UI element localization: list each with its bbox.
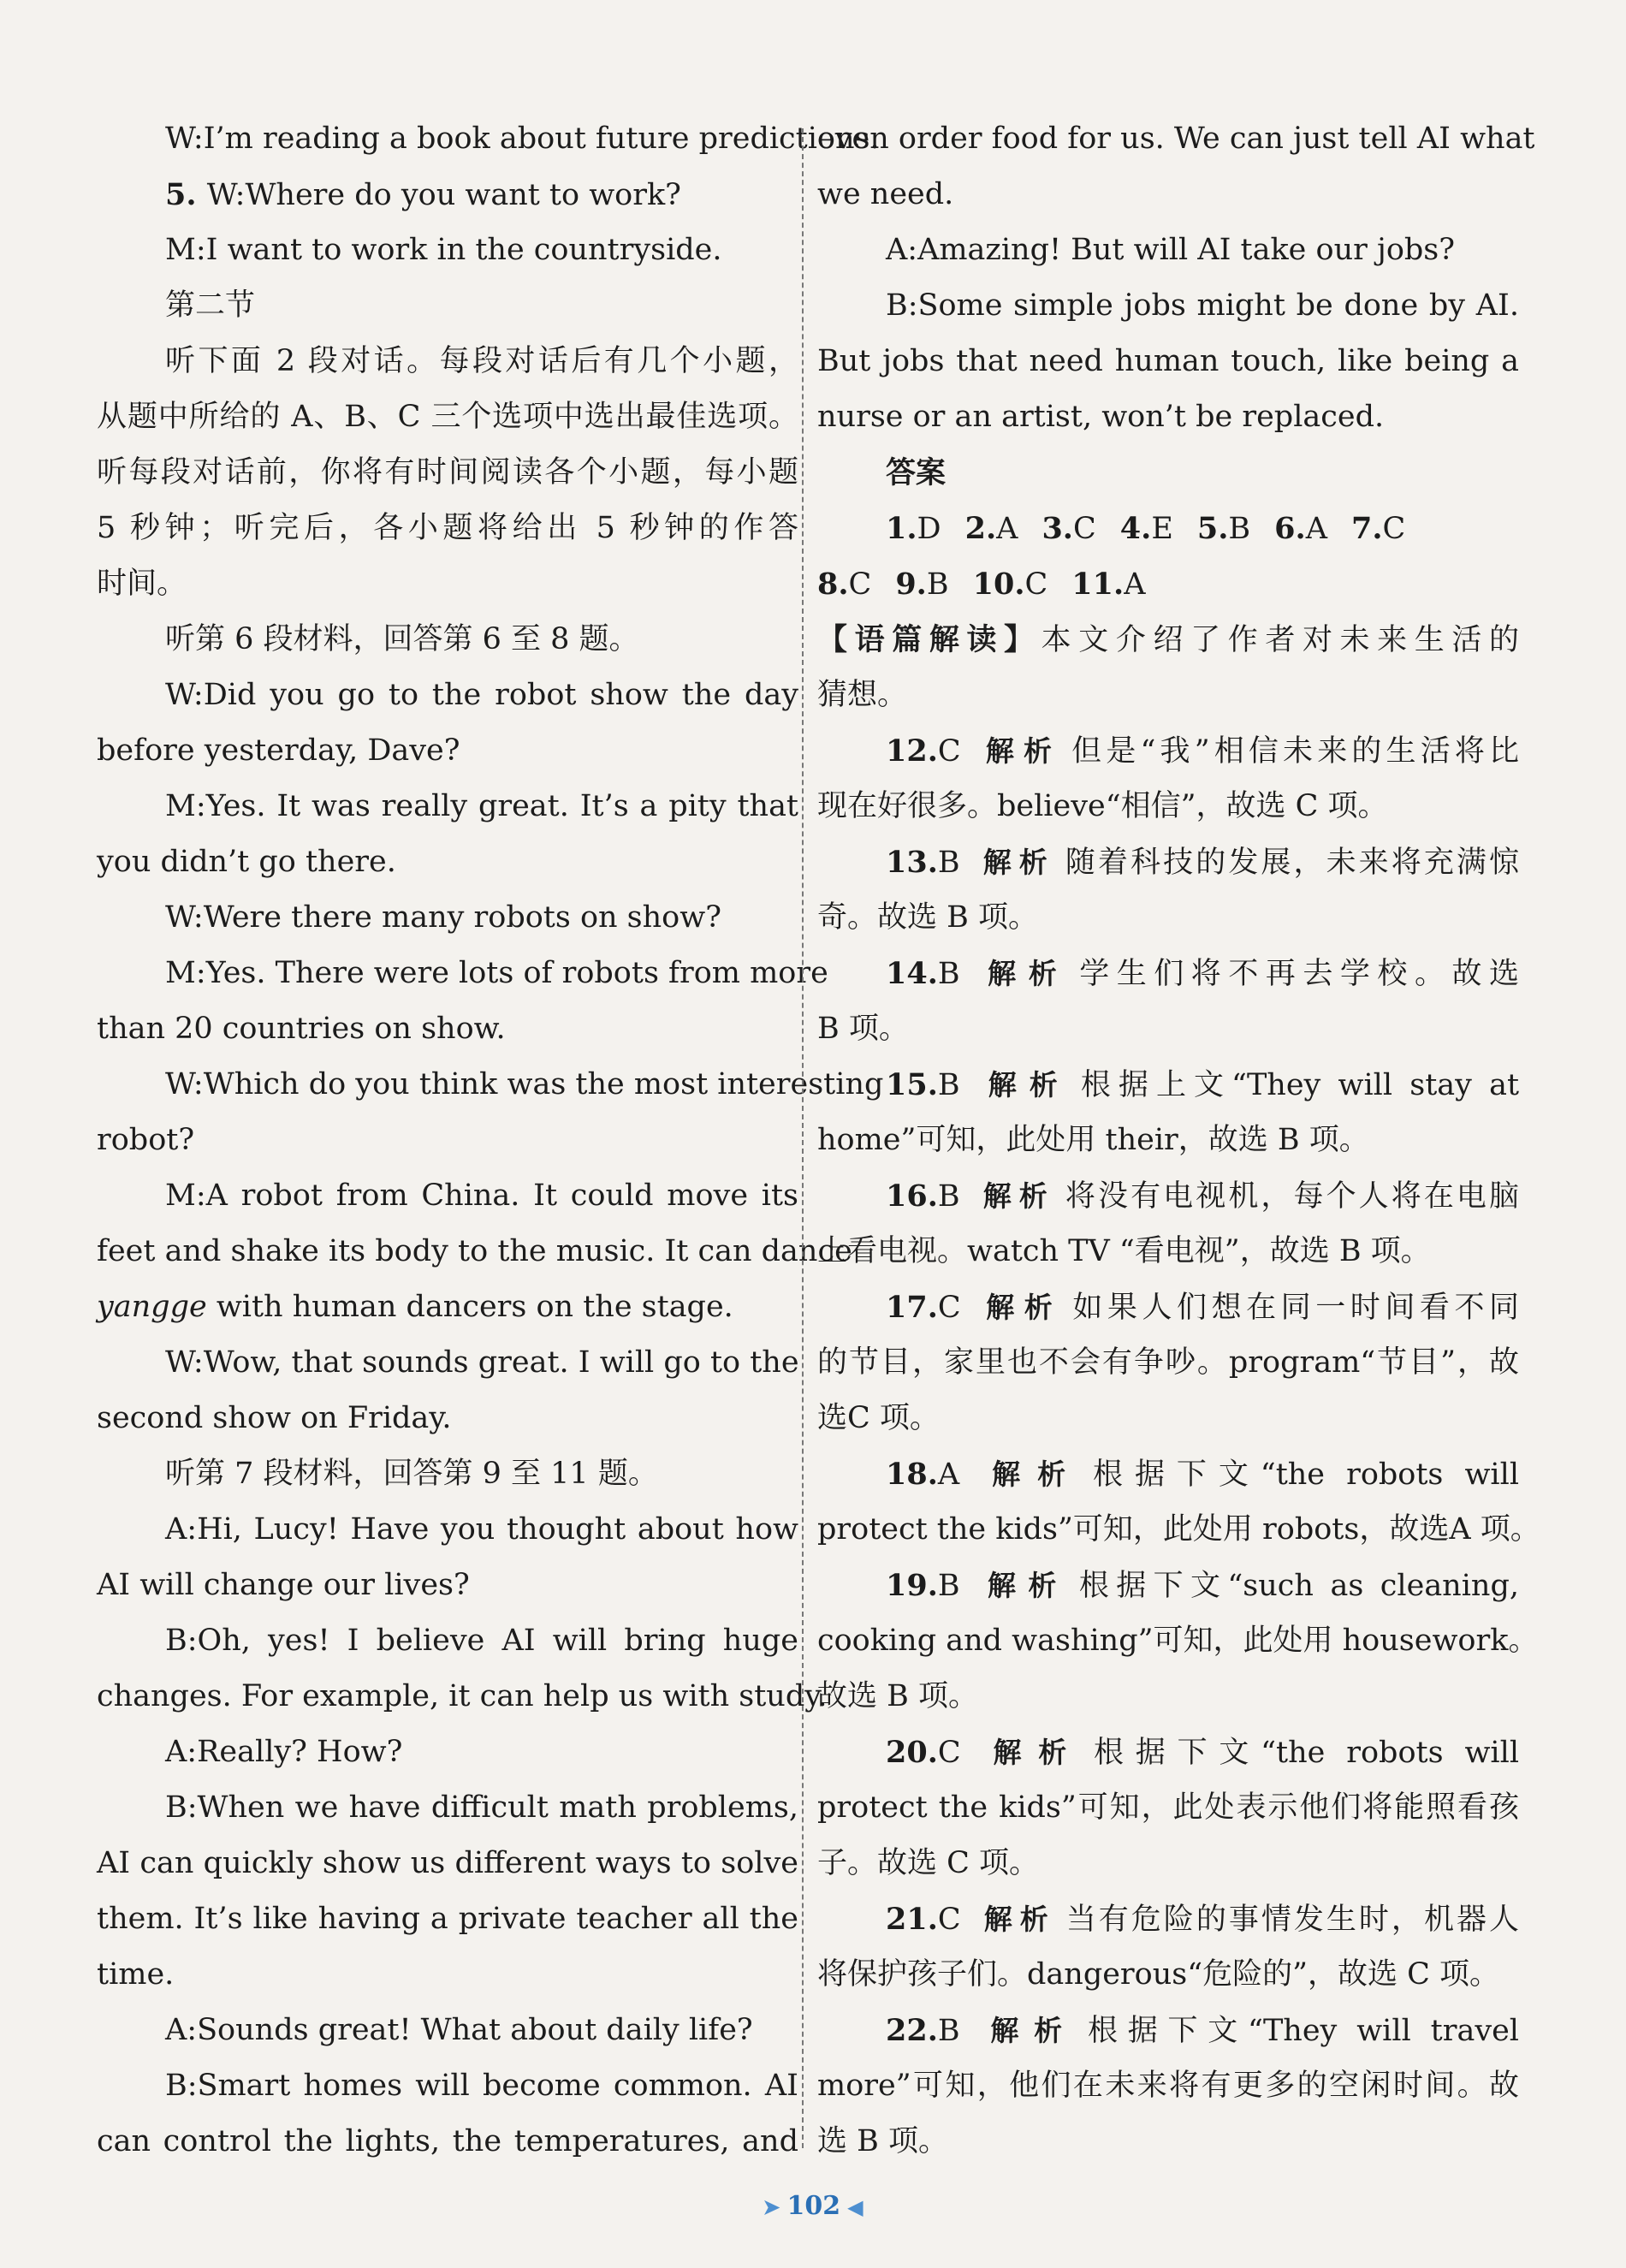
answer-item [1351, 512, 1405, 546]
text-line: before yesterday, Dave? [97, 733, 460, 768]
explanation-answer: A [937, 1458, 960, 1492]
explanation-text: 根据下文“They will travel [1087, 2014, 1520, 2048]
text-line: A:Hi, Lucy! Have you thought about how [165, 1512, 798, 1547]
explanation-first-line [817, 946, 1519, 1001]
explanation-tag: 解析 [981, 1291, 1063, 1324]
answer-number: 7. [1350, 511, 1383, 546]
explanation-number: 21. [886, 1902, 938, 1937]
text-line: 听第 6 段材料，回答第 6 至 8 题。 [165, 622, 639, 656]
explanation-continued-line: 奇。故选 B 项。 [817, 900, 1038, 935]
answer-number: 4. [1119, 511, 1152, 546]
passage-interpretation [817, 612, 1519, 668]
explanation-tag: 解析 [981, 1736, 1084, 1769]
explanation-answer: C [937, 734, 961, 769]
explanation-answer: B [937, 957, 960, 991]
text-line: M:Yes. There were lots of robots from more [165, 956, 828, 990]
explanation-continued-line: 子。故选 C 项。 [817, 1846, 1040, 1880]
text-line: feet and shake its body to the music. It can dance [97, 1234, 852, 1268]
answer-number: 8. [817, 567, 849, 602]
answer-value: C [848, 567, 872, 602]
text-line: AI can quickly show us different ways to solve [97, 1846, 798, 1880]
explanation-tag: 解析 [980, 2014, 1077, 2047]
explanation-answer: C [937, 1736, 961, 1770]
text-line: robot? [97, 1123, 195, 1157]
explanation-tag: 解析 [981, 1903, 1056, 1936]
page-number [0, 2191, 1626, 2221]
explanation-text: 根据下文“the robots will [1093, 1458, 1520, 1492]
explanation-first-line [817, 1279, 1519, 1335]
explanation-tag: 解析 [980, 1569, 1069, 1602]
explanation-continued-line: B 项。 [817, 1012, 909, 1046]
explanation-first-line [817, 1446, 1519, 1502]
answer-item [1197, 512, 1250, 546]
explanation-first-line [817, 1725, 1519, 1780]
text-line: 第二节 [165, 288, 256, 323]
text-line: B:Some simple jobs might be done by AI. [886, 288, 1519, 323]
answers-heading: 答案 [886, 455, 947, 490]
text-line: than 20 countries on show. [97, 1012, 506, 1046]
explanation-continued-line: protect the kids”可知，此处表示他们将能照看孩 [817, 1790, 1519, 1825]
text-line: 从题中所给的 A、B、C 三个选项中选出最佳选项。 [97, 400, 798, 434]
text-line: 5 秒钟；听完后，各小题将给出 5 秒钟的作答 [97, 511, 798, 545]
explanation-continued-line: protect the kids”可知，此处用 robots，故选A 项。 [817, 1512, 1540, 1547]
explanation-first-line [817, 1558, 1519, 1613]
text-line: AI will change our lives? [97, 1568, 470, 1602]
explanation-first-line [817, 723, 1519, 779]
text-line: even order food for us. We can just tell AI what [817, 122, 1535, 156]
question-number: 5. [165, 177, 207, 212]
explanation-first-line [817, 1057, 1519, 1113]
explanation-continued-line: more”可知，他们在未来将有更多的空闲时间。故 [817, 2069, 1519, 2103]
explanation-text: 如果人们想在同一时间看不同 [1072, 1291, 1519, 1325]
explanation-text: 根据上文“They will stay at [1080, 1068, 1520, 1102]
answer-item [1120, 512, 1173, 546]
text-line: W:Which do you think was the most interesting [165, 1067, 884, 1101]
explanation-number: 17. [886, 1290, 938, 1325]
text-line: B:When we have difficult math problems, [165, 1790, 798, 1825]
explanation-answer: B [937, 1569, 960, 1603]
explanation-tag: 解析 [980, 1068, 1071, 1101]
text-line: A:Amazing! But will AI take our jobs? [886, 233, 1456, 267]
explanation-text: 将没有电视机，每个人将在电脑 [1065, 1179, 1519, 1214]
answer-item [1274, 512, 1327, 546]
explanation-text: 根据下文“the robots will [1094, 1736, 1520, 1770]
answer-item [965, 512, 1018, 546]
explanation-number: 12. [886, 733, 938, 769]
answer-number: 6. [1274, 511, 1306, 546]
answer-number: 3. [1041, 511, 1073, 546]
text-line: you didn’t go there. [97, 845, 396, 879]
text-line: we need. [817, 177, 954, 211]
answer-value: C [1382, 512, 1406, 546]
text-line: M:A robot from China. It could move its [165, 1179, 798, 1213]
text-line: 时间。 [97, 567, 187, 601]
text-line: A:Sounds great! What about daily life? [165, 2013, 753, 2047]
text-line: W:I’m reading a book about future predictions. [165, 122, 880, 156]
text-line: B:Smart homes will become common. AI [165, 2069, 798, 2103]
explanation-number: 19. [886, 1568, 938, 1603]
page-number-value: 102 [786, 2191, 841, 2221]
text-line: yangge with human dancers on the stage. [97, 1290, 733, 1324]
explanation-first-line [817, 1891, 1519, 1947]
explanation-tag: 解析 [980, 957, 1070, 990]
explanation-answer: C [937, 1903, 961, 1937]
explanation-number: 22. [886, 2013, 938, 2048]
answer-value: C [1024, 567, 1048, 602]
text-line: W:Wow, that sounds great. I will go to the [165, 1345, 799, 1380]
answers-line [817, 556, 1519, 612]
answer-number: 9. [895, 567, 927, 602]
text-line: B:Oh, yes! I believe AI will bring huge [165, 1624, 798, 1658]
answer-item [1041, 512, 1095, 546]
answers-line [817, 501, 1519, 556]
answer-item [886, 512, 941, 546]
explanation-tag: 解析 [980, 846, 1055, 879]
answer-value: A [1305, 512, 1327, 546]
explanation-answer: B [937, 2014, 960, 2048]
explanation-first-line [817, 834, 1519, 890]
answer-item [1071, 567, 1145, 602]
explanation-number: 18. [886, 1457, 938, 1492]
answer-number: 10. [972, 567, 1025, 602]
explanation-number: 20. [886, 1735, 938, 1770]
text-line: 5. W:Where do you want to work? [165, 177, 681, 212]
explanation-text: 学生们将不再去学校。故选 [1079, 957, 1519, 991]
explanation-number: 14. [886, 956, 938, 991]
text-line: But jobs that need human touch, like being a [817, 344, 1519, 378]
explanation-number: 13. [886, 845, 938, 880]
text-line: second show on Friday. [97, 1401, 452, 1435]
column-divider [802, 128, 804, 2148]
text-line: 听下面 2 段对话。每段对话后有几个小题， [165, 344, 798, 378]
explanation-continued-line: 故选 B 项。 [817, 1679, 978, 1713]
explanation-continued-line: 上看电视。watch TV “看电视”，故选 B 项。 [817, 1234, 1431, 1268]
answer-number: 2. [964, 511, 997, 546]
left-arrow-icon: ◀ [847, 2194, 863, 2219]
answer-number: 5. [1196, 511, 1229, 546]
answer-item [973, 567, 1048, 602]
explanation-number: 16. [886, 1179, 938, 1214]
explanation-text: 根据下文“such as cleaning, [1078, 1569, 1519, 1603]
explanation-tag: 解析 [980, 1458, 1083, 1491]
text-line: can control the lights, the temperatures, and [97, 2124, 798, 2158]
explanation-continued-line: 选C 项。 [817, 1401, 940, 1435]
text-line: 听第 7 段材料，回答第 9 至 11 题。 [165, 1457, 658, 1491]
text-line: W:Did you go to the robot show the day [165, 678, 798, 712]
explanation-tag: 解析 [981, 734, 1062, 768]
answer-value: E [1151, 512, 1173, 546]
explanation-text: 但是“我”相信未来的生活将比 [1071, 734, 1520, 769]
text-line: M:Yes. It was really great. It’s a pity that [165, 789, 798, 823]
answer-number: 11. [1071, 567, 1125, 602]
explanation-answer: B [937, 1068, 960, 1102]
answer-number: 1. [886, 511, 917, 546]
answer-value: D [917, 512, 941, 546]
explanation-tag: 解析 [980, 1179, 1055, 1213]
answer-value: B [1228, 512, 1251, 546]
explanation-continued-line: home”可知，此处用 their，故选 B 项。 [817, 1123, 1369, 1157]
explanation-answer: B [937, 1179, 960, 1214]
text-line: A:Really? How? [165, 1735, 403, 1769]
answer-value: C [1072, 512, 1096, 546]
right-arrow-icon: ➤ [763, 2194, 780, 2219]
answer-item [817, 567, 871, 602]
passage-text: 本文介绍了作者对未来生活的 [1041, 623, 1519, 657]
explanation-first-line [817, 2003, 1519, 2058]
italic-word: yangge [97, 1290, 207, 1324]
text-line: W:Were there many robots on show? [165, 900, 721, 935]
explanation-continued-line: cooking and washing”可知，此处用 housework。 [817, 1624, 1539, 1658]
answer-value: A [1124, 567, 1146, 602]
answer-item [895, 567, 948, 602]
text-line: them. It’s like having a private teacher all the [97, 1902, 798, 1936]
explanation-text: 随着科技的发展，未来将充满惊 [1065, 846, 1519, 880]
text-line: 猜想。 [817, 678, 908, 712]
answer-value: B [926, 567, 949, 602]
explanation-answer: C [937, 1291, 961, 1325]
text-line: M:I want to work in the countryside. [165, 233, 722, 267]
explanation-continued-line: 将保护孩子们。dangerous“危险的”，故选 C 项。 [817, 1957, 1500, 1992]
explanation-continued-line: 选 B 项。 [817, 2124, 948, 2158]
explanation-continued-line: 现在好很多。believe“相信”，故选 C 项。 [817, 789, 1388, 823]
explanation-first-line [817, 1168, 1519, 1224]
text-line: nurse or an artist, won’t be replaced. [817, 400, 1385, 434]
explanation-answer: B [937, 846, 960, 880]
answer-value: A [996, 512, 1018, 546]
explanation-continued-line: 的节目，家里也不会有争吵。program“节目”，故 [817, 1345, 1519, 1380]
explanation-number: 15. [886, 1067, 938, 1102]
passage-label: 【语篇解读】 [817, 622, 1041, 657]
text-line: changes. For example, it can help us with study. [97, 1679, 828, 1713]
explanation-text: 当有危险的事情发生时，机器人 [1065, 1903, 1519, 1937]
text-line: time. [97, 1957, 175, 1992]
text-line: 听每段对话前，你将有时间阅读各个小题，每小题 [97, 455, 798, 490]
right-column [817, 111, 1540, 2170]
